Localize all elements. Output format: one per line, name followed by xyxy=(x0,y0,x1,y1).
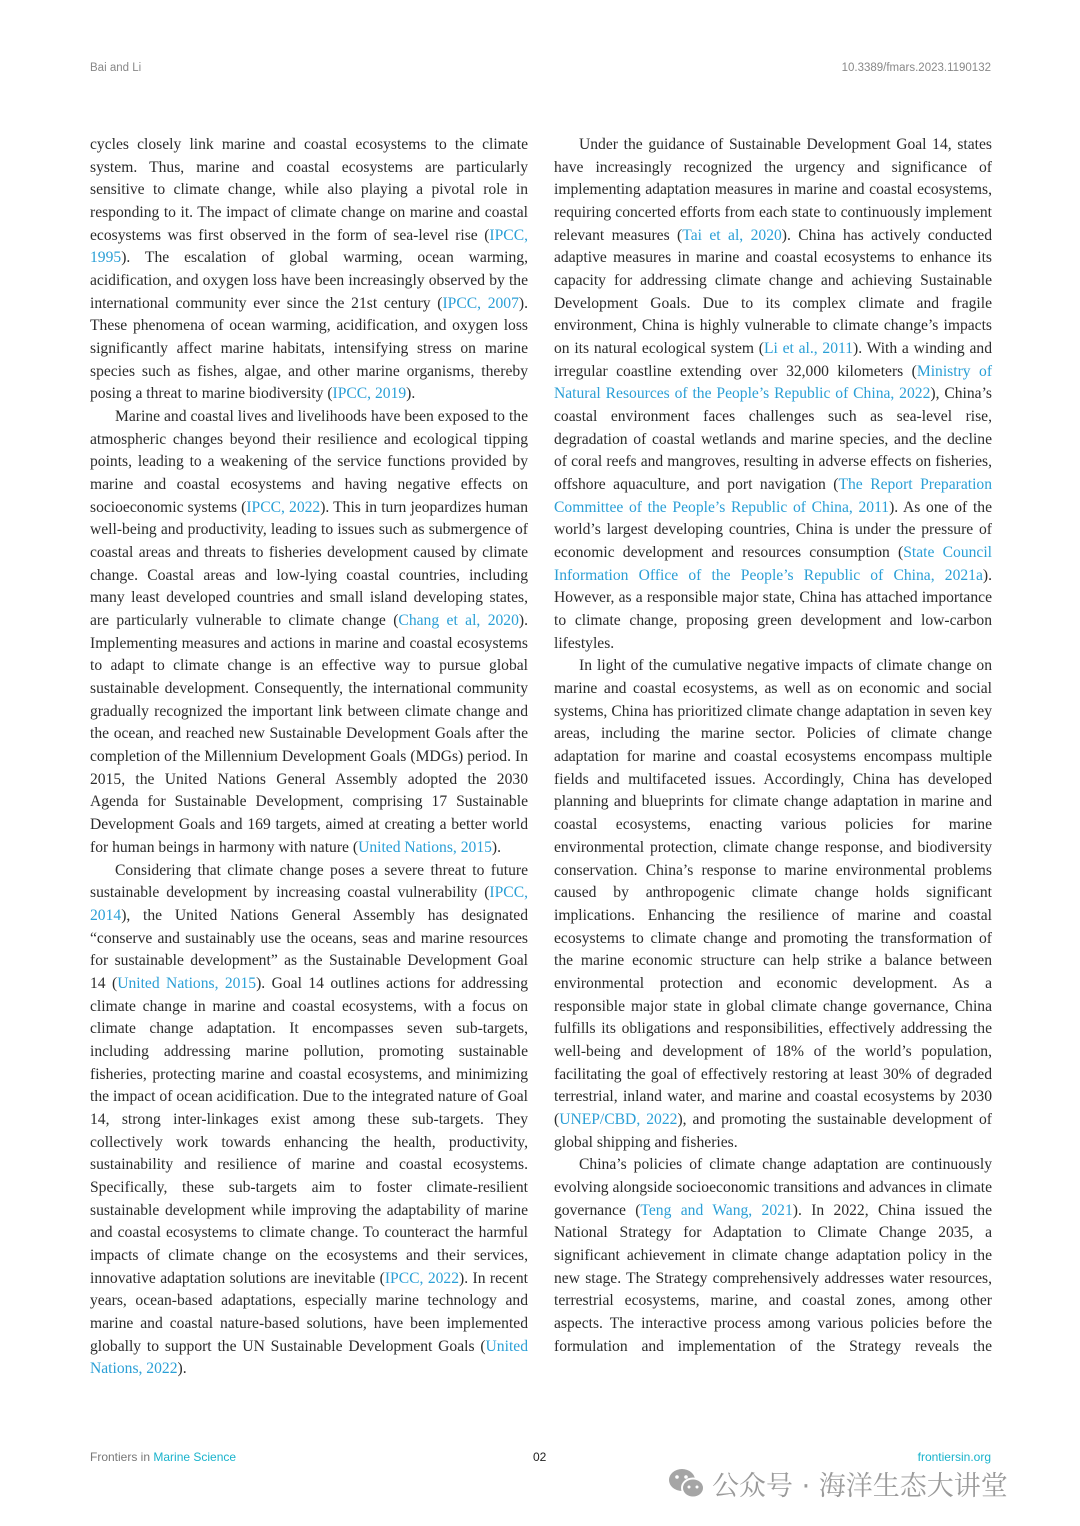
paragraph xyxy=(554,1154,992,1358)
body-text: ). The escalation of global warming, ocean warming, acidification, and oxygen loss have been increasingly observed by the international community ever since the 21st century ( xyxy=(90,249,528,312)
watermark xyxy=(668,1464,1008,1503)
body-text: China’s policies of climate change adaptation are continuously evolving alongside socioeconomic transitions and advances in climate governance ( xyxy=(554,1156,992,1219)
body-text: In light of the cumulative negative impacts of climate change on marine and coastal ecosystems, as well as on economic and social systems, China has prioritized climate change adaptation in seven key areas, including the marine sector. Policies of climate change adaptation for marine and coastal ecosystems encompass multiple fields and multifaceted issues. Accordingly, China has developed planning and blueprints for climate change adaptation in marine and coastal ecosystems, enacting various policies for marine environmental protection, climate change response, and biodiversity conservation. China’s response to marine environmental problems caused by anthropogenic climate change holds significant implications. Enhancing the resilience of marine and coastal ecosystems to climate change and promoting the transformation of the marine economic structure can help strike a balance between environmental protection and economic development. As a responsible major state in global climate change governance, China fulfills its obligations and responsibilities, effectively addressing the well-being and development of 18% of the world’s population, facilitating the goal of effectively restoring at least 30% of degraded terrestrial, inland water, and marine and coastal ecosystems by 2030 ( xyxy=(554,657,992,1128)
citation-link[interactable]: Li et al., 2011 xyxy=(764,340,854,358)
body-text: Marine and coastal lives and livelihoods have been exposed to the atmospheric changes beyond their resilience and ecological tipping points, leading to a weakening of the service functions provided by marine and coastal ecosystems and having negative effects on socioeconomic systems ( xyxy=(90,408,528,516)
body-text: ). xyxy=(491,838,502,856)
body-text: ). With a winding and irregular coastline extending over 32,000 kilometers ( xyxy=(554,340,992,380)
footer-journal-prefix: Frontiers in xyxy=(90,1450,154,1464)
body-text: ). In recent years, ocean-based adaptations, especially marine technology and marine and coastal nature-based solutions, have been implemented globally to support the UN Sustainable Development Goals ( xyxy=(90,1269,528,1355)
footer-site-link[interactable]: frontiersin.org xyxy=(917,1450,991,1464)
paragraph xyxy=(554,134,992,655)
watermark-text: 公众号 · 海洋生态大讲堂 xyxy=(712,1471,1008,1502)
body-text: ), and promoting the sustainable development of global shipping and fisheries. xyxy=(554,1110,993,1151)
citation-link[interactable]: IPCC, 2007 xyxy=(442,294,519,312)
body-text: ). As one of the world’s largest developing countries, China is under the pressure of economic development and resources consumption ( xyxy=(554,498,992,562)
citation-link[interactable]: UNEP/CBD, 2022 xyxy=(559,1110,678,1128)
body-text: cycles closely link marine and coastal ecosystems to the climate system. Thus, marine and coastal ecosystems are particularly sensitive to climate change, while also playing a pivotal role in responding to it. The impact of climate change on marine and coastal ecosystems was first observed in the form of sea-level rise ( xyxy=(90,136,528,244)
citation-link[interactable]: IPCC, 2022 xyxy=(384,1269,460,1287)
body-text: ), China’s coastal environment faces challenges such as sea-level rise, degradation of coastal wetlands and marine species, and the decline of coral reefs and mangroves, resulting in adverse effects on fisheries, offshore aquaculture, and port navigation ( xyxy=(554,385,992,494)
body-text: ). Goal 14 outlines actions for addressing climate change in marine and coastal ecosystems, with a focus on climate change adaptation. It encompasses seven sub-targets, including addressing marine pollution, promoting sustainable fisheries, protecting marine and coastal ecosystems, and minimizing the impact of ocean acidification. Due to the integrated nature of Goal 14, strong inter-linkages exist among these sub-targets. They collectively work towards enhancing the health, productivity, sustainability and resilience of marine and coastal ecosystems. Specifically, these sub-targets aim to foster climate-resilient sustainable development while improving the adaptability of marine and coastal ecosystems to climate change. To counteract the harmful impacts of climate change on the ecosystems and their services, innovative adaptation solutions are inevitable ( xyxy=(90,974,528,1287)
body-text: ). In 2022, China issued the National Strategy for Adaptation to Climate Change 2035, a significant achievement in climate change adaptation policy in the new stage. The Strategy comprehensively addresses water resources, terrestrial ecosystems, marine, and coastal zones, among other aspects. The interactive process among various policies before the formulation and implementation of the Strategy reveals the xyxy=(554,1201,992,1355)
citation-link[interactable]: The Report Preparation Committee of the People’s Republic of China, 2011 xyxy=(554,476,993,516)
citation-link[interactable]: Ministry of Natural Resources of the People’s Republic of China, 2022 xyxy=(554,362,993,403)
citation-link[interactable]: United Nations, 2022 xyxy=(90,1337,528,1378)
paragraph xyxy=(90,860,528,1381)
citation-link[interactable]: IPCC, 2014 xyxy=(90,884,528,924)
citation-link[interactable]: Chang et al, 2020 xyxy=(398,612,519,630)
paragraph xyxy=(90,134,528,406)
body-text: ). China has actively conducted adaptive measures in marine and coastal ecosystems to enhance its capacity for addressing climate change and achieving Sustainable Development Goals. Due to its complex climate and fragile environment, China is highly vulnerable to climate change’s impacts on its natural ecological system ( xyxy=(554,226,993,358)
body-text: ), the United Nations General Assembly has designated “conserve and sustainably use the oceans, seas and marine resources for sustainable development” as the Sustainable Development Goal 14 ( xyxy=(90,906,528,992)
citation-link[interactable]: United Nations, 2015 xyxy=(117,974,257,992)
citation-link[interactable]: State Council Information Office of the People’s Republic of China, 2021a xyxy=(554,544,992,584)
running-header-doi: 10.3389/fmars.2023.1190132 xyxy=(841,62,991,74)
footer-journal xyxy=(90,1450,236,1464)
wechat-icon xyxy=(668,1467,706,1501)
citation-link[interactable]: IPCC, 2019 xyxy=(332,385,407,403)
body-text: ). xyxy=(177,1360,187,1378)
right-column xyxy=(554,134,992,1358)
page-number: 02 xyxy=(533,1450,547,1464)
paragraph xyxy=(90,406,528,859)
citation-link[interactable]: Teng and Wang, 2021 xyxy=(640,1201,793,1219)
body-text: ). However, as a responsible major state, China has attached importance to climate change, proposing green development and low-carbon lifestyles. xyxy=(554,566,992,652)
body-text: ). These phenomena of ocean warming, acidification, and oxygen loss significantly affect marine habitats, intensifying stress on marine species such as fishes, algae, and other marine organisms, thereby posing a threat to marine biodiversity ( xyxy=(90,294,528,403)
running-header-authors: Bai and Li xyxy=(90,62,142,74)
paragraph xyxy=(554,655,992,1154)
citation-link[interactable]: IPCC, 2022 xyxy=(246,498,321,516)
body-text: ). xyxy=(406,385,416,403)
body-text: ). This in turn jeopardizes human well-being and productivity, leading to issues such as submergence of coastal areas and threats to fisheries development caused by climate change. Coastal areas and low-lying coastal countries, including many least developed countries and small island developing states, are particularly vulnerable to climate change ( xyxy=(90,498,528,630)
footer-journal-name[interactable]: Marine Science xyxy=(153,1450,237,1464)
body-text: Considering that climate change poses a severe threat to future sustainable development by increasing coastal vulnerability ( xyxy=(90,861,528,902)
citation-link[interactable]: Tai et al, 2020 xyxy=(682,226,782,244)
body-text: Under the guidance of Sustainable Development Goal 14, states have increasingly recognized the urgency and significance of implementing adaptation measures in marine and coastal ecosystems, requiring concerted efforts from each state to continuously implement relevant measures ( xyxy=(554,136,992,244)
body-text: ). Implementing measures and actions in marine and coastal ecosystems to adapt to climate change is an effective way to pursue global sustainable development. Consequently, the international community gradually recognized the important link between climate change and the ocean, and reached new Sustainable Development Goals after the completion of the Millennium Development Goals (MDGs) period. In 2015, the United Nations General Assembly adopted the 2030 Agenda for Sustainable Development, comprising 17 Sustainable Development Goals and 169 targets, aimed at creating a better world for human beings in harmony with nature ( xyxy=(90,612,528,856)
left-column xyxy=(90,134,528,1381)
citation-link[interactable]: IPCC, 1995 xyxy=(90,226,528,267)
citation-link[interactable]: United Nations, 2015 xyxy=(358,838,492,856)
